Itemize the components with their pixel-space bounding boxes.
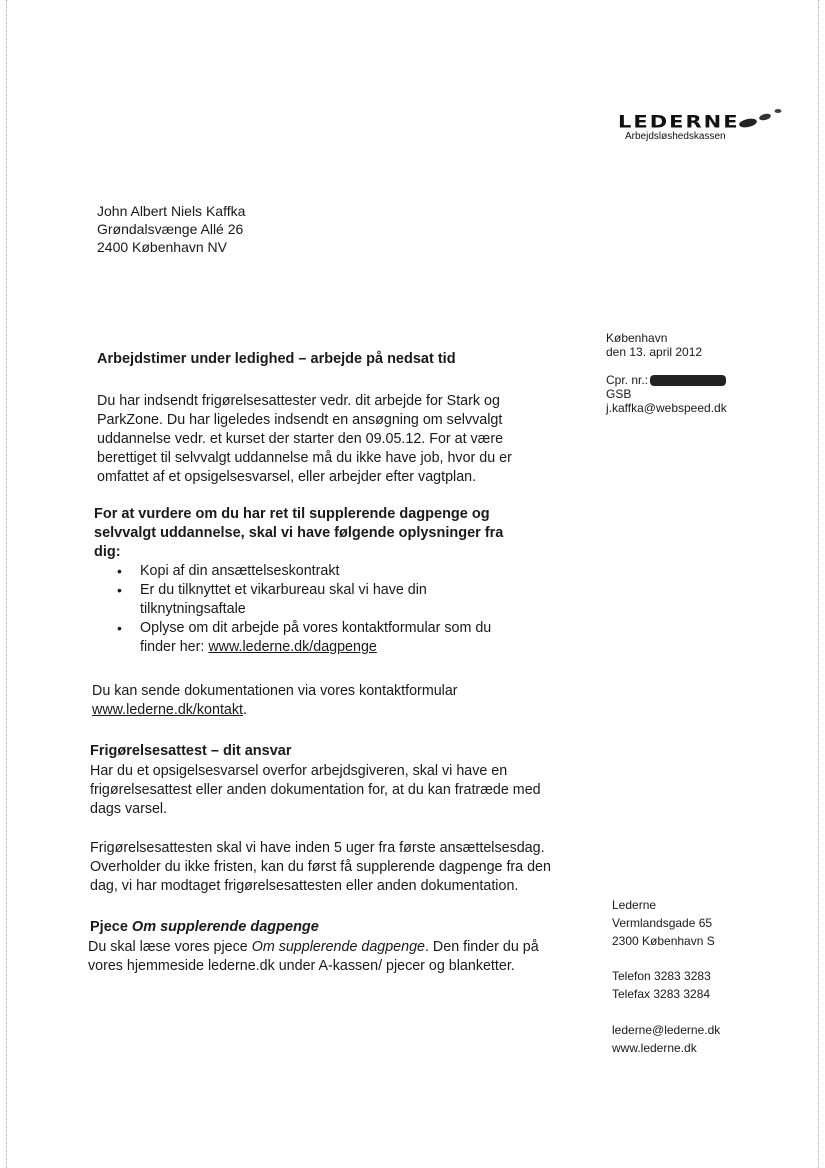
kontakt-link[interactable]: www.lederne.dk/kontakt	[92, 702, 243, 718]
letter-intro	[97, 392, 527, 487]
section3-heading: Pjece Om supplerende dagpenge	[90, 919, 319, 935]
letter-heading: Arbejdstimer under ledighed – arbejde på nedsat tid	[97, 351, 456, 367]
list-item: • Oplyse om dit arbejde på vores kontaktformular som du finder her: www.lederne.dk/dagpenge	[117, 619, 517, 657]
request-bullet-list	[117, 562, 517, 657]
scan-edge-right	[818, 0, 819, 1168]
contact-text: Du kan sende dokumentationen via vores kontaktformular	[92, 683, 458, 699]
letter-date: den 13. april 2012	[606, 345, 703, 359]
cpr-label: Cpr. nr.:	[606, 373, 649, 387]
dagpenge-link[interactable]: www.lederne.dk/dagpenge	[208, 639, 377, 655]
bullet-list-wrapper	[117, 562, 517, 657]
recipient-name: John Albert Niels Kaffka	[97, 203, 246, 219]
footer-phone: Telefon 3283 3283	[612, 969, 711, 983]
scan-edge-left	[6, 0, 7, 1168]
section2-paragraph2: Frigørelsesattesten skal vi have inden 5 uger fra første ansættelsesdag. Overholder du ikke fristen, kan du først få supplerende dagpenge fra den dag, vi har modtaget frigørelsesattesten eller anden dokumentation.	[90, 840, 551, 894]
logo-wordmark: LEDERNE	[618, 112, 740, 132]
recipient-street: Grøndalsvænge Allé 26	[97, 221, 244, 237]
section3-paragraph: Du skal læse vores pjece Om supplerende dagpenge. Den finder du på vores hjemmeside lederne.dk under A-kassen/ pjecer og blanketter.	[88, 939, 539, 974]
intro-paragraph: Du har indsendt frigørelsesattester vedr. dit arbejde for Stark og ParkZone. Du har ligeledes indsendt en ansøgning om selvvalgt uddannelse vedr. et kurset der starter den 09.05.12. For at være berettiget til selvvalgt uddannelse må du ikke have job, hvor du er omfattet af et opsigelsesvarsel, eller arbejder efter vagtplan.	[97, 393, 512, 485]
list-item: • Er du tilknyttet et vikarbureau skal vi have din tilknytningsaftale	[117, 581, 517, 619]
recipient-email: j.kaffka@webspeed.dk	[606, 401, 727, 415]
logo-subtitle: Arbejdsløshedskassen	[625, 131, 726, 142]
logo-dots-icon	[736, 104, 786, 134]
letter-place: København	[606, 331, 668, 345]
cpr-redaction	[650, 375, 726, 386]
initials: GSB	[606, 387, 632, 401]
footer-city: 2300 København S	[612, 934, 715, 948]
footer-fax: Telefax 3283 3284	[612, 987, 711, 1001]
section2-heading: Frigørelsesattest – dit ansvar	[90, 743, 292, 759]
recipient-address	[97, 202, 245, 256]
footer-street: Vermlandsgade 65	[612, 916, 713, 930]
recipient-city: 2400 København NV	[97, 239, 227, 255]
footer-org: Lederne	[612, 898, 657, 912]
section2-paragraph1: Har du et opsigelsesvarsel overfor arbejdsgiveren, skal vi have en frigørelsesattest eller anden dokumentation for, at du kan fratræde med dags varsel.	[90, 763, 541, 817]
contact-paragraph: Du kan sende dokumentationen via vores kontaktformular www.lederne.dk/kontakt.	[92, 683, 458, 718]
footer-email[interactable]: lederne@lederne.dk	[612, 1023, 721, 1037]
list-item: • Kopi af din ansættelseskontrakt	[117, 562, 517, 581]
request-heading: For at vurdere om du har ret til supplerende dagpenge og selvvalgt uddannelse, skal vi have følgende oplysninger fra dig:	[94, 506, 504, 560]
cpr-line	[606, 373, 726, 387]
footer-web[interactable]: www.lederne.dk	[612, 1041, 697, 1055]
request-section	[94, 505, 514, 562]
